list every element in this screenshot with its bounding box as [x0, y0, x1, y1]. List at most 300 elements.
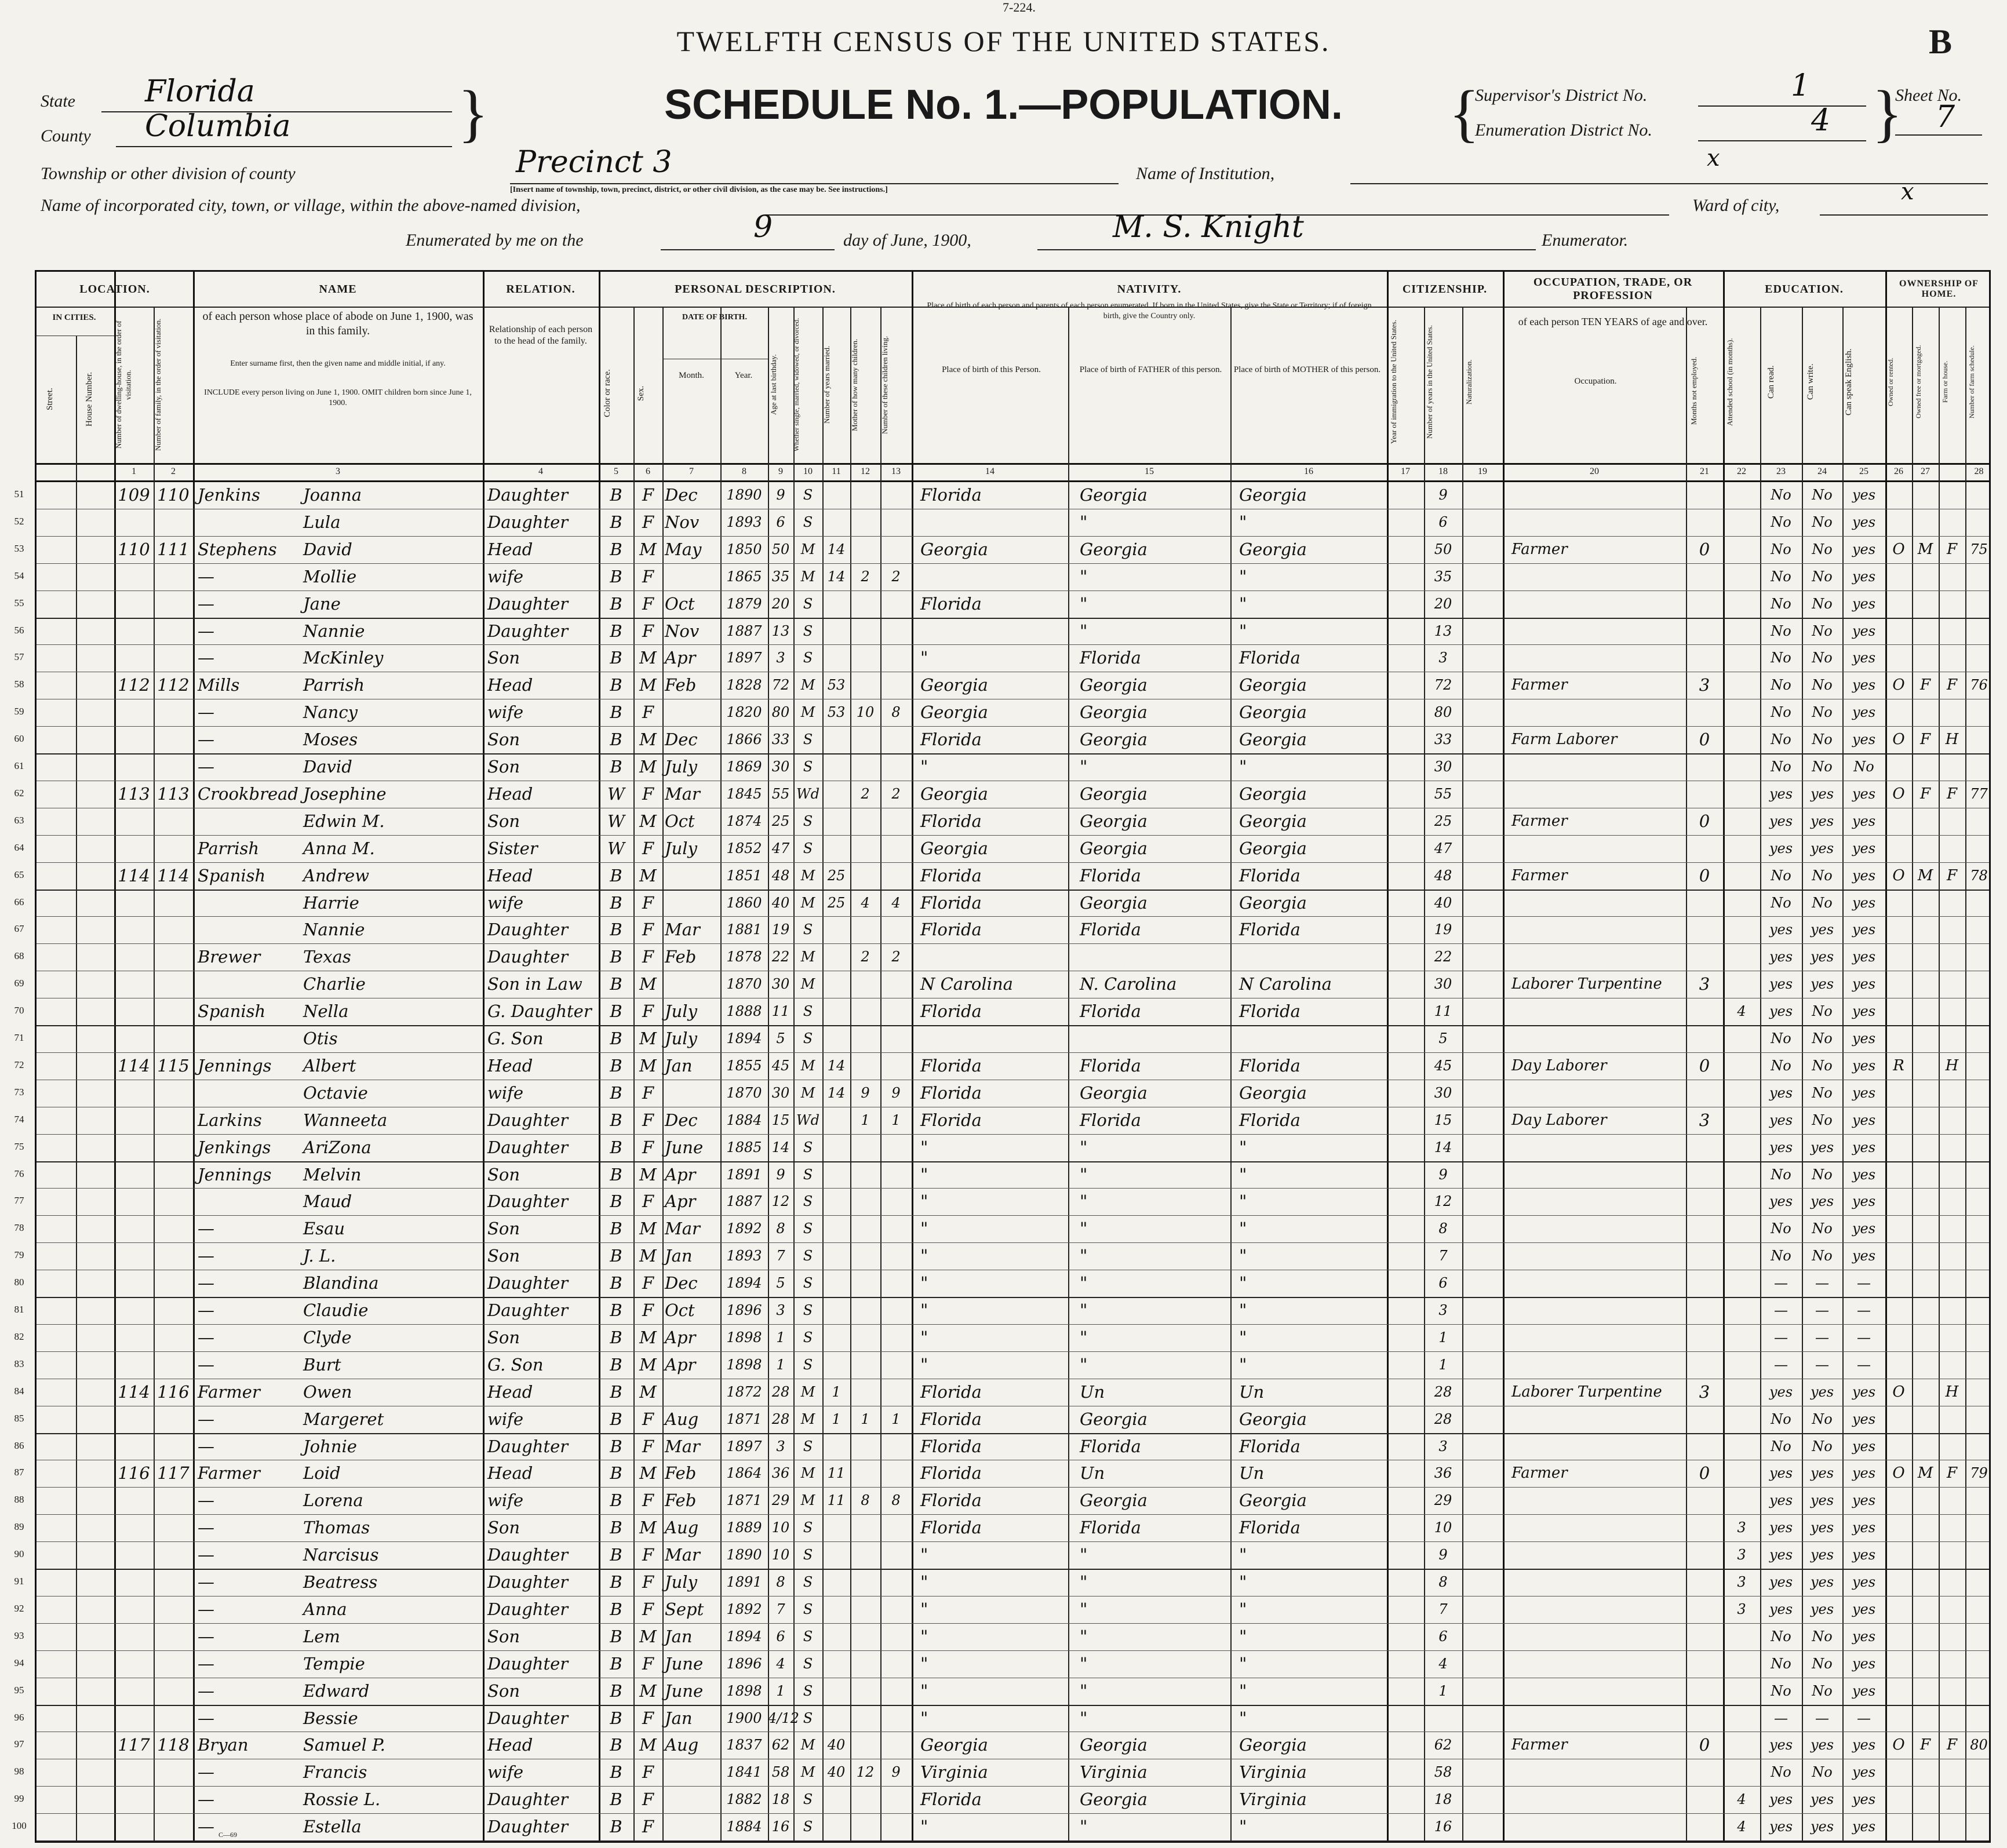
age: 10 [771, 1519, 790, 1536]
occupation [1511, 566, 1685, 588]
months-not-employed: 0 [1699, 539, 1710, 559]
can-write: No [1812, 1438, 1833, 1455]
children-living [880, 1000, 912, 1023]
years-married [822, 946, 850, 968]
relationship: Head [487, 539, 533, 559]
family-number [154, 1354, 193, 1376]
years-in-us: 22 [1434, 949, 1452, 965]
birth-month: Feb [665, 1490, 697, 1511]
relationship: wife [487, 892, 523, 913]
relationship: Daughter [487, 1300, 569, 1320]
sex: F [642, 1436, 654, 1456]
attended-school [1723, 1082, 1760, 1105]
attended-school: 4 [1737, 1003, 1746, 1020]
row-rule [37, 916, 1989, 917]
birth-month [665, 865, 720, 887]
color-race: B [610, 1354, 622, 1375]
color-race: B [610, 1273, 622, 1293]
birthplace-mother: " [1239, 1327, 1247, 1347]
family-number [154, 1218, 193, 1240]
months-not-employed [1686, 484, 1723, 506]
birthplace-person: Florida [920, 593, 982, 614]
mother-of-children [850, 620, 880, 643]
months-not-employed: 0 [1699, 1055, 1710, 1076]
family-number: 115 [157, 1055, 190, 1076]
given-name: Bessie [303, 1708, 358, 1728]
family-number [154, 918, 193, 941]
birthplace-mother: " [1239, 1354, 1247, 1375]
can-write: yes [1810, 1737, 1834, 1754]
birthplace-mother: Georgia [1239, 811, 1307, 831]
group-nativity: NATIVITY. [1117, 282, 1182, 296]
birthplace-father: " [1080, 1137, 1088, 1157]
owned-rented: O [1892, 1736, 1905, 1754]
birthplace-father: Georgia [1080, 811, 1148, 831]
birth-year: 1837 [726, 1737, 762, 1754]
column-number: 6 [646, 466, 650, 476]
owned-free [1912, 1435, 1939, 1458]
color-race: B [610, 648, 622, 668]
months-not-employed [1686, 1598, 1723, 1621]
can-write: yes [1810, 1492, 1834, 1509]
birth-year: 1884 [726, 1818, 762, 1835]
mother-of-children [850, 1136, 880, 1159]
ward-underline [1820, 214, 1988, 216]
family-number [154, 837, 193, 860]
marital-status: S [803, 921, 813, 938]
birthplace-father: " [1080, 1219, 1088, 1239]
given-name: Edward [303, 1681, 370, 1701]
birth-month: Oct [665, 811, 695, 831]
years-married [822, 1000, 850, 1023]
can-write: No [1812, 1220, 1833, 1237]
sex: M [639, 539, 657, 559]
birthplace-person: Florida [920, 1490, 982, 1511]
farm-schedule-header: Number of farm schedule. [1968, 345, 1976, 418]
years-married: 25 [827, 867, 846, 884]
marital-status: M [800, 1492, 815, 1509]
can-write: yes [1810, 1193, 1834, 1210]
birthplace-father: " [1080, 1246, 1088, 1266]
age: 35 [771, 568, 790, 585]
line-number: 57 [14, 651, 24, 663]
color-race: B [610, 1082, 622, 1103]
months-not-employed: 3 [1699, 1110, 1710, 1130]
supervisor-label: Supervisor's District No. [1475, 86, 1648, 105]
birthplace-father: " [1080, 1545, 1088, 1565]
surname: Jennings [198, 1164, 272, 1184]
owned-rented [1885, 1517, 1912, 1539]
column-number-rule-top [37, 463, 1989, 465]
can-write: No [1812, 1166, 1833, 1183]
owned-free [1912, 1218, 1939, 1240]
age: 47 [771, 840, 790, 856]
years-married [822, 1272, 850, 1295]
birthplace-father: " [1080, 1681, 1088, 1701]
sex: M [639, 675, 657, 695]
months-not-employed [1686, 593, 1723, 615]
line-number: 83 [14, 1358, 24, 1369]
can-speak-english: yes [1852, 976, 1876, 993]
surname [198, 1082, 285, 1105]
line-number: 60 [14, 733, 24, 745]
in-cities-label: IN CITIES. [52, 313, 96, 322]
farm-house [1939, 511, 1965, 534]
owned-free: F [1919, 731, 1931, 749]
months-not-employed: 0 [1699, 865, 1710, 885]
birth-person-header: Place of birth of this Person. [942, 365, 1041, 374]
owned-rented [1885, 756, 1912, 778]
column-number: 16 [1304, 466, 1313, 476]
birthplace-father: Florida [1080, 1110, 1141, 1130]
dwelling-number [114, 1354, 154, 1376]
color-race: B [610, 485, 622, 505]
children-living [880, 484, 912, 506]
birthplace-father: " [1080, 1273, 1088, 1293]
farm-schedule-number [1965, 892, 1993, 914]
years-in-us: 62 [1434, 1737, 1452, 1754]
given-name: Moses [303, 730, 358, 750]
owned-rented [1885, 1136, 1912, 1159]
family-number [154, 1272, 193, 1295]
dwelling-number [114, 1653, 154, 1675]
can-read: No [1771, 894, 1791, 911]
occupation [1511, 620, 1685, 643]
given-name: Clyde [303, 1327, 352, 1347]
table-row [37, 1680, 1989, 1703]
can-speak-english: yes [1852, 1438, 1876, 1455]
years-in-us: 48 [1434, 867, 1452, 884]
age: 13 [771, 622, 790, 639]
color-race: B [610, 1599, 622, 1619]
surname: — [198, 566, 214, 586]
can-speak-english: yes [1852, 1655, 1876, 1672]
can-write: yes [1810, 1574, 1834, 1590]
family-number [154, 1653, 193, 1675]
color-race: B [610, 1001, 622, 1022]
family-number [154, 1082, 193, 1105]
months-not-employed [1686, 1788, 1723, 1811]
birthplace-person: Florida [920, 1463, 982, 1483]
mother-of-children [850, 810, 880, 833]
table-row [37, 1381, 1989, 1404]
given-name: Beatress [303, 1572, 378, 1592]
birthplace-person: Georgia [920, 1735, 988, 1755]
surname: Stephens [198, 539, 277, 559]
color-race: B [610, 1463, 622, 1483]
given-name: Rossie L. [303, 1789, 381, 1810]
years-married [822, 1164, 850, 1186]
mother-of-children [850, 918, 880, 941]
surname: Brewer [198, 947, 261, 967]
farm-house [1939, 1788, 1965, 1811]
line-number: 98 [14, 1766, 24, 1777]
table-row [37, 1707, 1989, 1730]
birthplace-person: Virginia [920, 1762, 988, 1783]
relationship: wife [487, 566, 523, 586]
farm-house [1939, 1571, 1965, 1594]
months-not-employed [1686, 511, 1723, 534]
relationship: Son [487, 648, 520, 668]
table-row [37, 511, 1989, 534]
birth-month: June [665, 1137, 704, 1157]
owned-rented [1885, 973, 1912, 996]
enumeration-value: 4 [1811, 103, 1831, 138]
can-read: No [1771, 595, 1791, 612]
can-read: No [1771, 704, 1791, 721]
can-speak-english: yes [1852, 1492, 1876, 1509]
can-speak-english: yes [1852, 1084, 1876, 1101]
attended-school [1723, 1408, 1760, 1431]
occupation [1511, 1544, 1685, 1566]
marital-status: S [803, 1628, 813, 1645]
occupation [1511, 1653, 1685, 1675]
owned-rented [1885, 620, 1912, 643]
birth-month: Jan [665, 1055, 693, 1076]
row-rule [37, 1297, 1989, 1298]
enumerator-underline [1037, 249, 1536, 250]
mother-of-children: 12 [856, 1764, 875, 1781]
mother-of-children [850, 837, 880, 860]
color-race: B [610, 1490, 622, 1511]
can-write: No [1812, 1057, 1833, 1074]
birth-month: Mar [665, 1436, 700, 1456]
birthplace-mother: Georgia [1239, 675, 1307, 695]
sex: F [642, 1572, 654, 1592]
line-number: 74 [14, 1113, 24, 1125]
occupation-header: Occupation. [1574, 377, 1617, 386]
relationship: wife [487, 1762, 523, 1783]
years-in-us: 13 [1434, 622, 1452, 639]
can-read: yes [1769, 1139, 1793, 1156]
farm-schedule-number [1965, 1218, 1993, 1240]
can-write: No [1812, 1655, 1833, 1672]
table-row [37, 566, 1989, 588]
color-race: B [610, 593, 622, 614]
column-number: 27 [1921, 466, 1930, 476]
birth-father-header: Place of birth of FATHER of this person. [1079, 365, 1222, 374]
dwelling-number: 116 [118, 1463, 150, 1483]
family-number [154, 1598, 193, 1621]
children-living [880, 538, 912, 561]
township-value: Precinct 3 [516, 145, 672, 180]
family-number [154, 1707, 193, 1730]
attended-school: 3 [1737, 1601, 1746, 1617]
left-brace: } [458, 78, 489, 148]
owned-free [1912, 810, 1939, 833]
years-in-us: 1 [1438, 1329, 1448, 1346]
relationship: Head [487, 1735, 533, 1755]
mother-of-children [850, 756, 880, 778]
sex: F [642, 783, 654, 804]
mother-of-children [850, 1816, 880, 1838]
dwelling-number [114, 1489, 154, 1512]
children-living [880, 1354, 912, 1376]
farm-schedule-number [1965, 1680, 1993, 1703]
birthplace-mother: Georgia [1239, 539, 1307, 559]
relationship: Son in Law [487, 974, 582, 994]
birthplace-father: Florida [1080, 1001, 1141, 1022]
table-row [37, 538, 1989, 561]
can-speak-english: yes [1852, 1111, 1876, 1128]
months-not-employed: 3 [1699, 1382, 1710, 1402]
attended-school [1723, 837, 1760, 860]
birthplace-father: " [1080, 1626, 1088, 1646]
immigration-header: Year of immigration to the United States. [1389, 319, 1398, 444]
farm-schedule-number [1965, 1625, 1993, 1648]
row-rule [37, 1161, 1989, 1162]
can-write: yes [1810, 921, 1834, 938]
marital-status: S [803, 1302, 813, 1318]
can-speak-english: yes [1852, 731, 1876, 748]
marital-status: S [803, 487, 813, 503]
family-number [154, 1164, 193, 1186]
line-number: 92 [14, 1602, 24, 1614]
surname: — [198, 730, 214, 750]
owned-free [1912, 1299, 1939, 1322]
attended-school: 3 [1737, 1519, 1746, 1536]
ward-label: Ward of city, [1692, 196, 1780, 215]
farm-house [1939, 1354, 1965, 1376]
can-write: yes [1810, 976, 1834, 993]
farm-schedule-number [1965, 1544, 1993, 1566]
birthplace-father: Georgia [1080, 675, 1148, 695]
family-number [154, 1625, 193, 1648]
owned-free [1912, 484, 1939, 506]
family-number [154, 1788, 193, 1811]
children-living [880, 1734, 912, 1756]
years-in-us: 55 [1434, 785, 1452, 802]
family-number [154, 1544, 193, 1566]
surname: — [198, 1409, 214, 1429]
line-number: 90 [14, 1548, 24, 1560]
relationship: Sister [487, 838, 538, 858]
occupation [1511, 1761, 1685, 1784]
owned-rented: O [1892, 540, 1905, 558]
marital-status: M [800, 568, 815, 585]
farm-schedule-number [1965, 1707, 1993, 1730]
column-number: 3 [336, 466, 340, 476]
given-name: Thomas [303, 1518, 370, 1538]
owned-rented: O [1892, 866, 1905, 884]
years-in-us: 47 [1434, 840, 1452, 856]
birth-month: July [665, 1001, 697, 1022]
years-married: 14 [827, 541, 846, 557]
relationship: Daughter [487, 1708, 569, 1728]
occupation [1511, 511, 1685, 534]
occupation [1511, 892, 1685, 914]
occupation [1511, 1245, 1685, 1267]
can-speak-english: yes [1852, 1030, 1876, 1047]
surname: Spanish [198, 865, 266, 885]
children-living [880, 918, 912, 941]
line-number: 52 [14, 515, 24, 527]
color-race: B [610, 865, 622, 885]
months-not-employed [1686, 892, 1723, 914]
can-read: No [1771, 541, 1791, 557]
farm-house: F [1946, 785, 1958, 803]
farm-schedule-number [1965, 484, 1993, 506]
sex: M [639, 1354, 657, 1375]
birth-year: 1893 [726, 1248, 762, 1264]
surname: Parrish [198, 838, 260, 858]
owned-free [1912, 647, 1939, 669]
birthplace-mother: " [1239, 566, 1247, 586]
occupation [1511, 1218, 1685, 1240]
birth-year: 1841 [726, 1764, 762, 1781]
birth-year: 1898 [726, 1356, 762, 1373]
dwelling-number [114, 1218, 154, 1240]
years-in-us: 33 [1434, 731, 1452, 748]
children-living [880, 1055, 912, 1077]
years-in-us: 20 [1434, 595, 1452, 612]
relationship: Daughter [487, 512, 569, 532]
can-speak-english: yes [1852, 840, 1876, 856]
dwelling-number [114, 1408, 154, 1431]
birthplace-person: Florida [920, 1082, 982, 1103]
birthplace-person: " [920, 1191, 928, 1212]
sex: F [642, 1817, 654, 1837]
can-write: No [1812, 513, 1833, 530]
years-married: 11 [827, 1492, 846, 1509]
children-living [880, 593, 912, 615]
relationship: Son [487, 1219, 520, 1239]
farm-house: F [1946, 540, 1958, 558]
color-race: B [610, 1681, 622, 1701]
years-married [822, 1435, 850, 1458]
dwelling-number [114, 1571, 154, 1594]
birthplace-mother: " [1239, 593, 1247, 614]
color-race: B [610, 1300, 622, 1320]
attended-school [1723, 1680, 1760, 1703]
surname: — [198, 1490, 214, 1511]
owned-rented [1885, 1571, 1912, 1594]
color-race: B [610, 1219, 622, 1239]
farm-house [1939, 1707, 1965, 1730]
color-race: B [610, 1626, 622, 1646]
family-number [154, 1190, 193, 1213]
column-number: 4 [538, 466, 543, 476]
children-living [880, 1462, 912, 1485]
mother-of-children [850, 484, 880, 506]
birth-year: 1866 [726, 731, 762, 748]
family-number [154, 1136, 193, 1159]
color-race: B [610, 1572, 622, 1592]
group-ownership: OWNERSHIP OF HOME. [1899, 279, 1979, 299]
given-name: Margeret [303, 1409, 384, 1429]
table-row [37, 1761, 1989, 1784]
dwelling-number: 109 [118, 485, 150, 505]
dwelling-number [114, 1245, 154, 1267]
farm-house [1939, 1625, 1965, 1648]
occupation [1511, 1598, 1685, 1621]
years-in-us: 50 [1434, 541, 1452, 557]
given-name: AriZona [303, 1137, 371, 1157]
children-living [880, 865, 912, 887]
years-married: 53 [827, 677, 846, 694]
marital-status: S [803, 1682, 813, 1699]
township-underline [510, 183, 1119, 184]
age: 7 [776, 1248, 785, 1264]
family-number [154, 810, 193, 833]
months-not-employed [1686, 837, 1723, 860]
line-number: 86 [14, 1439, 24, 1451]
mother-of-children [850, 1517, 880, 1539]
birthplace-person: " [920, 1572, 928, 1592]
row-rule [37, 1242, 1989, 1243]
children-living: 8 [891, 704, 901, 721]
enumeration-label: Enumeration District No. [1475, 121, 1652, 140]
